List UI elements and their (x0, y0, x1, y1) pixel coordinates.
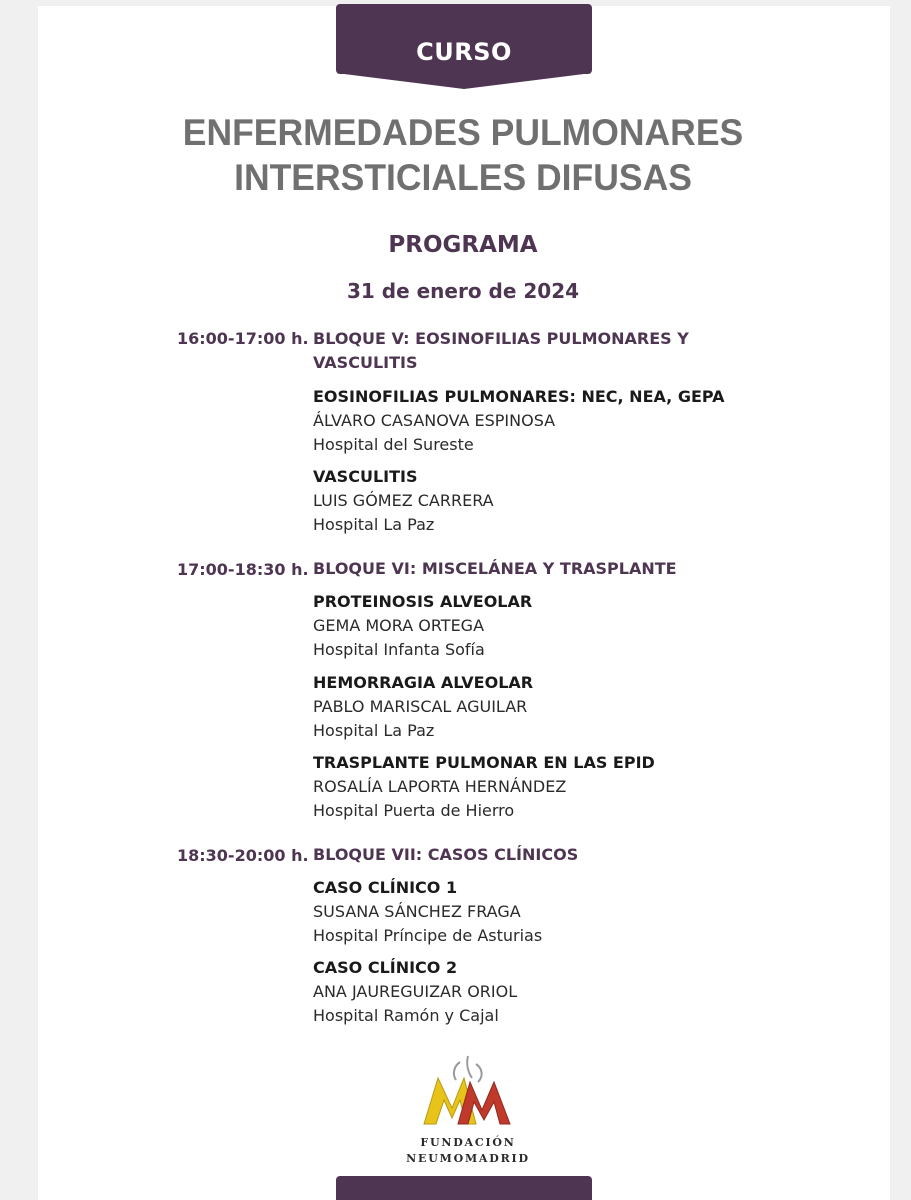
block-time: 17:00-18:30 h. (177, 560, 309, 579)
block-time: 18:30-20:00 h. (177, 846, 309, 865)
course-title-line-2: INTERSTICIALES DIFUSAS (234, 157, 692, 198)
talk-hospital: Hospital Infanta Sofía (313, 640, 485, 659)
talk-speaker: ÁLVARO CASANOVA ESPINOSA (313, 411, 556, 430)
block-title-line-1: BLOQUE V: EOSINOFILIAS PULMONARES Y (313, 329, 689, 348)
course-tab-label: CURSO (416, 38, 512, 66)
logo-text-line-1: FUNDACIÓN (420, 1136, 516, 1149)
talk-hospital: Hospital La Paz (313, 515, 435, 534)
neumomadrid-logo-icon (418, 1052, 518, 1132)
talk-title: VASCULITIS (313, 467, 418, 486)
talk-hospital: Hospital Puerta de Hierro (313, 801, 515, 820)
logo-lung-outline (454, 1056, 482, 1082)
block-title: BLOQUE VI: MISCELÁNEA Y TRASPLANTE (313, 559, 677, 578)
course-title (76, 110, 850, 200)
talk-title: HEMORRAGIA ALVEOLAR (313, 673, 534, 692)
block-time: 16:00-17:00 h. (177, 329, 309, 348)
block-title (313, 327, 753, 375)
talk-title: PROTEINOSIS ALVEOLAR (313, 592, 533, 611)
block-title: BLOQUE VII: CASOS CLÍNICOS (313, 845, 579, 864)
course-title-line-1: ENFERMEDADES PULMONARES (182, 112, 744, 153)
talk-speaker: SUSANA SÁNCHEZ FRAGA (313, 902, 521, 921)
talk-title: CASO CLÍNICO 1 (313, 878, 458, 897)
talk-title: TRASPLANTE PULMONAR EN LAS EPID (313, 753, 655, 772)
talk-speaker: ANA JAUREGUIZAR ORIOL (313, 982, 518, 1001)
talk-title: EOSINOFILIAS PULMONARES: NEC, NEA, GEPA (313, 387, 725, 406)
talk-speaker: GEMA MORA ORTEGA (313, 616, 485, 635)
program-heading: PROGRAMA (388, 232, 538, 258)
talk-speaker: PABLO MARISCAL AGUILAR (313, 697, 528, 716)
block-title-line-2: VASCULITIS (313, 353, 418, 372)
talk-title: CASO CLÍNICO 2 (313, 958, 458, 977)
talk-speaker: LUIS GÓMEZ CARRERA (313, 491, 494, 510)
logo-text-line-2: NEUMOMADRID (406, 1152, 530, 1165)
talk-hospital: Hospital Príncipe de Asturias (313, 926, 543, 945)
talk-hospital: Hospital La Paz (313, 721, 435, 740)
talk-speaker: ROSALÍA LAPORTA HERNÁNDEZ (313, 777, 567, 796)
bottom-tab (336, 1176, 592, 1200)
program-date: 31 de enero de 2024 (346, 279, 580, 303)
talk-hospital: Hospital Ramón y Cajal (313, 1006, 499, 1025)
course-tab-notch (336, 73, 592, 89)
talk-hospital: Hospital del Sureste (313, 435, 474, 454)
